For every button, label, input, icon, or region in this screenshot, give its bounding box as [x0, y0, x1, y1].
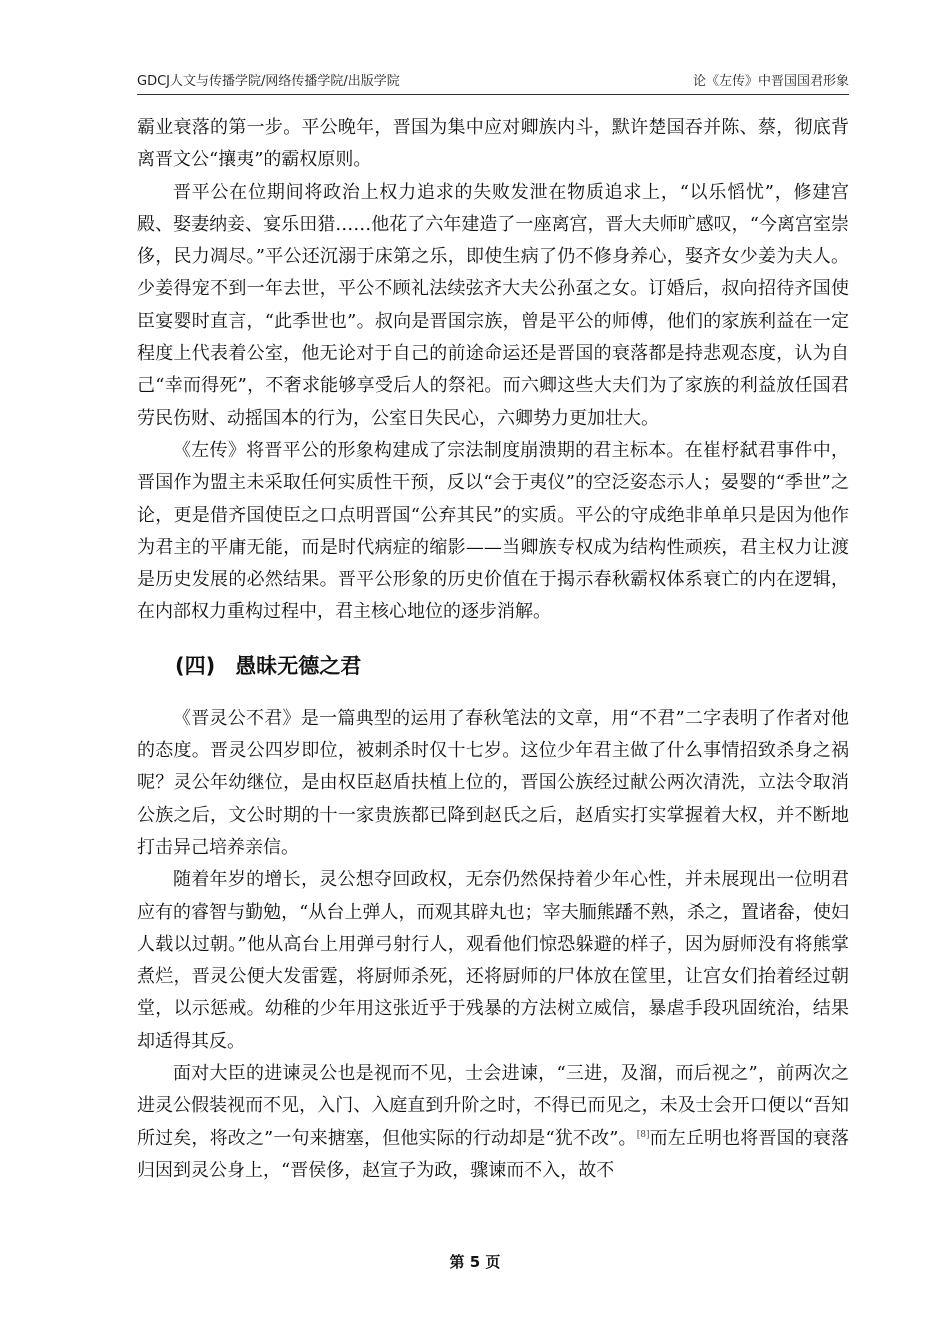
section-title: 愚昧无德之君 — [235, 653, 362, 678]
paragraph: 《晋灵公不君》是一篇典型的运用了春秋笔法的文章，用“不君”二字表明了作者对他的态度。晋灵公四岁即位，被刺杀时仅十七岁。这位少年君主做了什么事情招致杀身之祸呢？灵公年幼继位，是由权臣赵盾扶植上位的，晋国公族经过献公两次清洗，立法令取消公族之后，文公时期的十一家贵族都已降到赵氏之后，赵盾实打实掌握着大权，并不断地打击异己培养亲信。 — [137, 707, 849, 858]
paragraph-continued: 霸业衰落的第一步。平公晚年，晋国为集中应对卿族内斗，默许楚国吞并陈、蔡，彻底背离晋文公“攘夷”的霸权原则。 — [137, 117, 849, 171]
section-heading — [175, 651, 849, 681]
header-institution: GDCJ人文与传播学院/网络传播学院/出版学院 — [137, 74, 400, 89]
page-header — [137, 68, 849, 95]
paragraph-text: 面对大臣的进谏灵公也是视而不见，士会进谏，“三进，及溜，而后视之”，前两次之进灵公假装视而不见，入门、入庭直到升阶之时，不得已而见之，未及士会开口便以“吾知所过矣，将改之”一句来搪塞，但他实际的行动却是“犹不改”。 — [137, 1063, 849, 1149]
paragraph: 《左传》将晋平公的形象构建成了宗法制度崩溃期的君主标本。在崔杼弑君事件中，晋国作为盟主未采取任何实质性干预，反以“会于夷仪”的空泛姿态示人；晏婴的“季世”之论，更是借齐国使臣之口点明晋国“公弃其民”的实质。平公的守成绝非单单只是因为他作为君主的平庸无能，而是时代病症的缩影——当卿族专权成为结构性顽疾，君主权力让渡是历史发展的必然结果。晋平公形象的历史价值在于揭示春秋霸权体系衰亡的内在逻辑，在内部权力重构过程中，君主核心地位的逐步消解。 — [137, 439, 849, 623]
section-number: (四) — [175, 653, 216, 678]
page-number: 第 5 页 — [449, 1253, 501, 1271]
paragraph-text: 而左丘明也将晋国的衰落归因到灵公身上，“晋侯侈，赵宣子为政，骤谏而不入，故不 — [137, 1127, 850, 1181]
body-text — [137, 112, 849, 1187]
paragraph: 随着年岁的增长，灵公想夺回政权，无奈仍然保持着少年心性，并未展现出一位明君应有的睿智与勤勉，“从台上弹人，而观其辟丸也；宰夫胹熊蹯不熟，杀之，置诸畚，使妇人载以过朝。”他从高台上用弹弓射行人，观看他们惊恐躲避的样子，因为厨师没有将熊掌煮烂，晋灵公便大发雷霆，将厨师杀死，还将厨师的尸体放在筐里，让宫女们抬着经过朝堂，以示惩戒。幼稚的少年用这张近乎于残暴的方法树立威信，暴虐手段巩固统治，结果却适得其反。 — [137, 869, 849, 1052]
paragraph: 晋平公在位期间将政治上权力追求的失败发泄在物质追求上，“以乐慆忧”，修建宫殿、娶妻纳妾、宴乐田猎……他花了六年建造了一座离宫，晋大夫师旷感叹，“今离宫室崇侈，民力凋尽。”平公还沉溺于床第之乐，即使生病了仍不修身养心，娶齐女少姜为夫人。少姜得宠不到一年去世，平公不顾礼法续弦齐大夫公孙虿之女。订婚后，叔向招待齐国使臣宴婴时直言，“此季世也”。叔向是晋国宗族，曾是平公的师傅，他们的家族利益在一定程度上代表着公室，他无论对于自己的前途命运还是晋国的衰落都是持悲观态度，认为自己“幸而得死”，不奢求能够享受后人的祭祀。而六卿这些大夫们为了家族的利益放任国君劳民伤财、动摇国本的行为，公室日失民心，六卿势力更加壮大。 — [137, 181, 849, 429]
citation-ref[interactable]: [8] — [636, 1129, 650, 1140]
header-paper-title: 论《左传》中晋国国君形象 — [692, 74, 849, 89]
paragraph — [137, 1058, 849, 1187]
